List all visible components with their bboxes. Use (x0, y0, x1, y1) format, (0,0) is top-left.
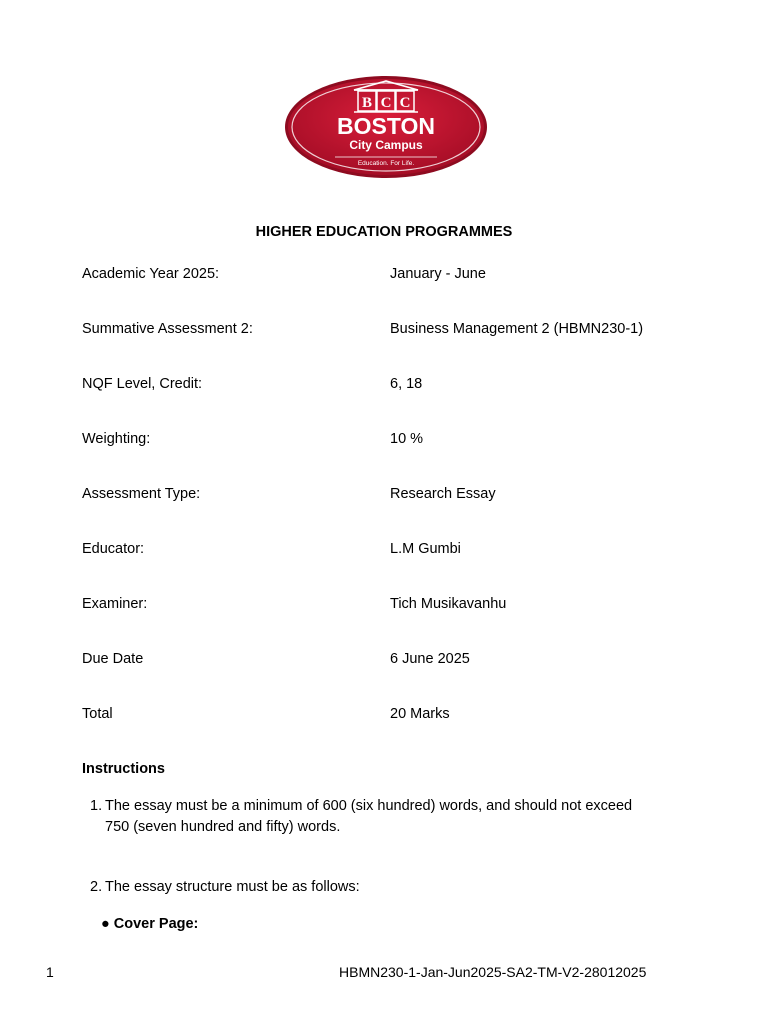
logo-name: BOSTON (337, 113, 435, 139)
detail-label: Examiner: (82, 596, 148, 612)
detail-value: 6 June 2025 (390, 651, 470, 667)
detail-row-educator (82, 541, 722, 561)
detail-row-examiner (82, 596, 722, 616)
instruction-line-1: The essay must be a minimum of 600 (six hundred) words, and should not exceed (105, 798, 633, 814)
detail-value: Tich Musikavanhu (390, 596, 507, 612)
detail-label: Weighting: (82, 431, 151, 447)
detail-value: January - June (390, 266, 486, 282)
logo-subname: City Campus (349, 138, 423, 152)
detail-label: Assessment Type: (82, 486, 201, 502)
detail-value: Business Management 2 (HBMN230-1) (390, 321, 644, 337)
bullet-text: Cover Page: (113, 916, 199, 932)
instruction-line-2: 750 (seven hundred and fifty) words. (105, 819, 341, 835)
bullet-icon: ● (101, 916, 110, 932)
detail-label: Educator: (82, 541, 145, 557)
logo-initial-3: C (399, 95, 411, 111)
detail-value: L.M Gumbi (390, 541, 461, 557)
detail-row-academic-year (82, 266, 722, 286)
detail-label: Total (82, 706, 113, 722)
detail-label: Academic Year 2025: (82, 266, 220, 282)
bullet-item-cover-page (101, 916, 198, 932)
boston-city-campus-logo (283, 74, 489, 180)
document-code: HBMN230-1-Jan-Jun2025-SA2-TM-V2-28012025 (339, 964, 647, 980)
detail-value: 20 Marks (390, 706, 450, 722)
detail-row-nqf-level (82, 376, 722, 396)
page-heading: HIGHER EDUCATION PROGRAMMES (255, 224, 513, 240)
instruction-text: The essay structure must be as follows: (105, 879, 360, 895)
detail-row-total (82, 706, 722, 726)
detail-label: NQF Level, Credit: (82, 376, 203, 392)
logo-initial-1: B (361, 95, 373, 111)
detail-row-due-date (82, 651, 722, 671)
instruction-number: 1. (90, 798, 103, 814)
logo-emblem (283, 74, 489, 180)
detail-value: 6, 18 (390, 376, 423, 392)
detail-label: Due Date (82, 651, 144, 667)
detail-value: Research Essay (390, 486, 496, 502)
page-number: 1 (46, 964, 54, 980)
detail-row-weighting (82, 431, 722, 451)
logo-tagline: Education. For Life. (357, 160, 415, 167)
logo-initial-2: C (380, 95, 392, 111)
instruction-text (105, 796, 685, 838)
detail-row-summative-assessment (82, 321, 722, 341)
detail-row-assessment-type (82, 486, 722, 506)
detail-label: Summative Assessment 2: (82, 321, 253, 337)
detail-value: 10 % (390, 431, 424, 447)
instructions-title: Instructions (82, 761, 165, 777)
instruction-number: 2. (90, 879, 103, 895)
